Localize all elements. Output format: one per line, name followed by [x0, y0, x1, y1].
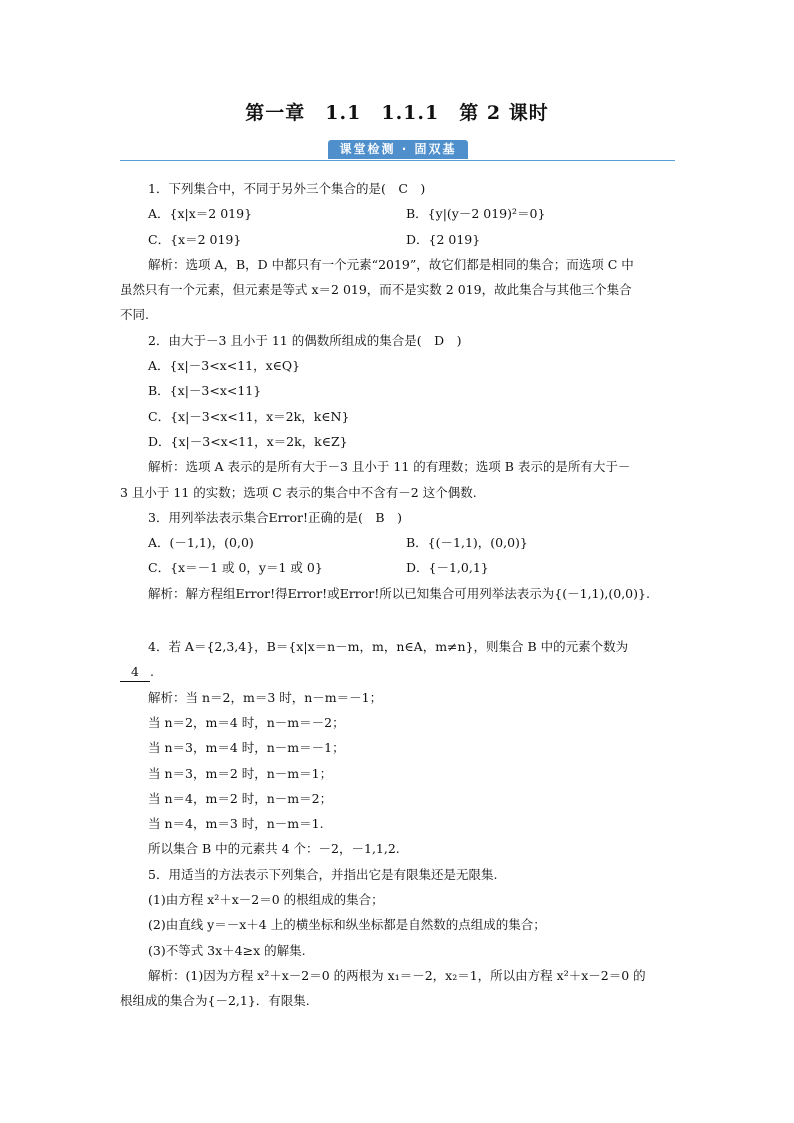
question-2-stem: 2．由大于－3 且小于 11 的偶数所组成的集合是( D ) [148, 332, 462, 348]
question-4-analysis-line: 解析：当 n＝2，m＝3 时，n－m＝－1； [148, 689, 383, 705]
question-5-stem: 5．用适当的方法表示下列集合，并指出它是有限集还是无限集. [148, 866, 498, 882]
answer-tail: . [150, 664, 154, 680]
option-c: C．{x＝－1 或 0，y＝1 或 0} [148, 560, 323, 576]
question-4-answer-line [120, 659, 678, 684]
question-4-analysis-line: 当 n＝4，m＝2 时，n－m＝2； [148, 790, 333, 806]
option-d: D．{2 019} [406, 231, 481, 247]
option-c: C．{x＝2 019} [148, 231, 242, 247]
option-b: B．{x|－3<x<11} [148, 383, 262, 399]
option-c: C．{x|－3<x<11，x＝2k，k∈N} [148, 408, 350, 424]
option-a: A．(－1,1)，(0,0) [148, 535, 254, 551]
question-5-part: (3)不等式 3x＋4≥x 的解集. [148, 942, 306, 958]
content [120, 176, 678, 1014]
option-a: A．{x|x＝2 019} [148, 206, 253, 222]
page-title: 第一章 1.1 1.1.1 第 2 课时 [245, 102, 549, 124]
section-banner: 课堂检测 · 固双基 [328, 140, 468, 159]
option-b: B．{y|(y－2 019)²＝0} [406, 206, 546, 222]
question-1-options-cd [120, 227, 678, 252]
option-b: B．{(－1,1)，(0,0)} [406, 535, 528, 551]
question-4-analysis-line: 当 n＝3，m＝4 时，n－m＝－1； [148, 740, 345, 756]
question-1-options-ab [120, 201, 678, 226]
question-1-analysis-line: 解析：选项 A，B，D 中都只有一个元素“2019”，故它们都是相同的集合；而选项 C 中 [148, 256, 634, 272]
question-4-analysis-line: 当 n＝4，m＝3 时，n－m＝1. [148, 816, 324, 832]
question-3-stem: 3．用列举法表示集合Error!正确的是( B ) [148, 509, 402, 525]
option-d: D．{x|－3<x<11，x＝2k，k∈Z} [148, 433, 348, 449]
question-2-analysis-line: 3 且小于 11 的实数；选项 C 表示的集合中不含有－2 这个偶数. [120, 484, 477, 500]
spacer [120, 606, 678, 634]
question-4-analysis-line: 所以集合 B 中的元素共 4 个：－2，－1,1,2. [148, 841, 400, 857]
header-rule [120, 160, 675, 161]
question-5-part: (1)由方程 x²＋x－2＝0 的根组成的集合； [148, 892, 384, 908]
question-4-analysis-line: 当 n＝2，m＝4 时，n－m＝－2； [148, 714, 345, 730]
answer-blank: 4 [120, 663, 150, 682]
question-5-analysis-line: 解析：(1)因为方程 x²＋x－2＝0 的两根为 x₁＝－2，x₂＝1，所以由方程 x²＋x－2＝0 的 [148, 967, 646, 983]
option-d: D．{－1,0,1} [406, 560, 489, 576]
question-5-part: (2)由直线 y＝－x＋4 上的横坐标和纵坐标都是自然数的点组成的集合； [148, 917, 546, 933]
question-1-analysis-line: 虽然只有一个元素，但元素是等式 x＝2 019，而不是实数 2 019，故此集合与其他三个集合 [120, 282, 632, 298]
option-a: A．{x|－3<x<11，x∈Q} [148, 358, 301, 374]
question-4-analysis-line: 当 n＝3，m＝2 时，n－m＝1； [148, 765, 333, 781]
question-4-stem: 4．若 A＝{2,3,4}，B＝{x|x＝n－m，m，n∈A，m≠n}，则集合 B 中的元素个数为 [148, 639, 629, 655]
question-3-options-cd [120, 555, 678, 580]
question-5-analysis-line: 根组成的集合为{－2,1}．有限集. [120, 993, 310, 1009]
question-1-stem: 1．下列集合中，不同于另外三个集合的是( C ) [148, 181, 426, 196]
question-1-analysis-line: 不同. [120, 307, 149, 323]
question-3-options-ab [120, 530, 678, 555]
question-3-analysis: 解析：解方程组Error!得Error!或Error!所以已知集合可用列举法表示为{(－1,1),(0,0)}. [148, 585, 650, 601]
question-2-analysis-line: 解析：选项 A 表示的是所有大于－3 且小于 11 的有理数；选项 B 表示的是所有大于－ [148, 459, 631, 475]
